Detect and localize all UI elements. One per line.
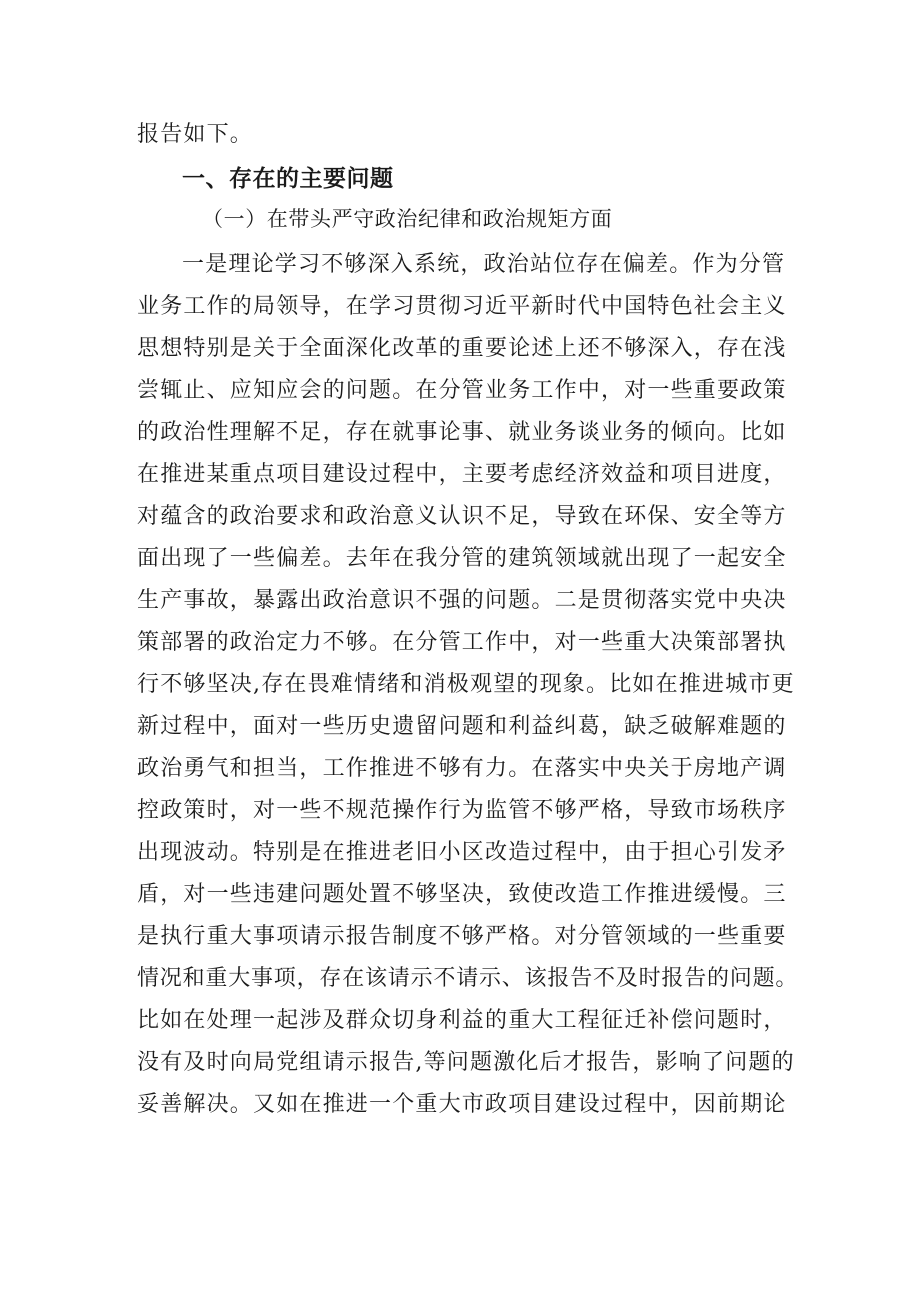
text-line: 报告如下。 (137, 122, 254, 147)
text-line: 策部署的政治定力不够。在分管工作中，对一些重大决策部署执 (137, 630, 787, 655)
text-line: 业务工作的局领导，在学习贯彻习近平新时代中国特色社会主义 (137, 294, 787, 319)
text-line: 尝辄止、应知应会的问题。在分管业务工作中，对一些重要政策 (137, 378, 787, 403)
text-line: 妥善解决。又如在推进一个重大市政项目建设过程中，因前期论 (137, 1092, 787, 1117)
text-line: 新过程中，面对一些历史遗留问题和利益纠葛，缺乏破解难题的 (137, 714, 787, 739)
text-line: 面出现了一些偏差。去年在我分管的建筑领域就出现了一起安全 (137, 546, 787, 571)
text-line: 在推进某重点项目建设过程中，主要考虑经济效益和项目进度， (137, 462, 787, 487)
text-line: 思想特别是关于全面深化改革的重要论述上还不够深入，存在浅 (137, 336, 787, 361)
text-line: 的政治性理解不足，存在就事论事、就业务谈业务的倾向。比如 (137, 420, 787, 445)
text-line: 比如在处理一起涉及群众切身利益的重大工程征迁补偿问题时， (137, 1008, 787, 1033)
text-line: 出现波动。特别是在推进老旧小区改造过程中，由于担心引发矛 (137, 840, 787, 865)
text-line: 盾，对一些违建问题处置不够坚决，致使改造工作推进缓慢。三 (137, 882, 787, 907)
text-line: 没有及时向局党组请示报告,等问题激化后才报告，影响了问题的 (137, 1050, 795, 1075)
text-line: 情况和重大事项，存在该请示不请示、该报告不及时报告的问题。 (137, 966, 799, 991)
text-line: 政治勇气和担当，工作推进不够有力。在落实中央关于房地产调 (137, 756, 787, 781)
text-line: 控政策时，对一些不规范操作行为监管不够严格，导致市场秩序 (137, 798, 787, 823)
text-line: 是执行重大事项请示报告制度不够严格。对分管领域的一些重要 (137, 924, 787, 949)
text-line: 对蕴含的政治要求和政治意义认识不足，导致在环保、安全等方 (137, 504, 787, 529)
subsection-heading: （一）在带头严守政治纪律和政治规矩方面 (202, 207, 613, 231)
section-heading: 一、存在的主要问题 (182, 166, 394, 192)
text-line: 生产事故，暴露出政治意识不强的问题。二是贯彻落实党中央决 (137, 588, 787, 613)
text-line: 行不够坚决,存在畏难情绪和消极观望的现象。比如在推进城市更 (137, 672, 795, 697)
paragraph-first-line: 一是理论学习不够深入系统，政治站位存在偏差。作为分管 (182, 252, 786, 277)
